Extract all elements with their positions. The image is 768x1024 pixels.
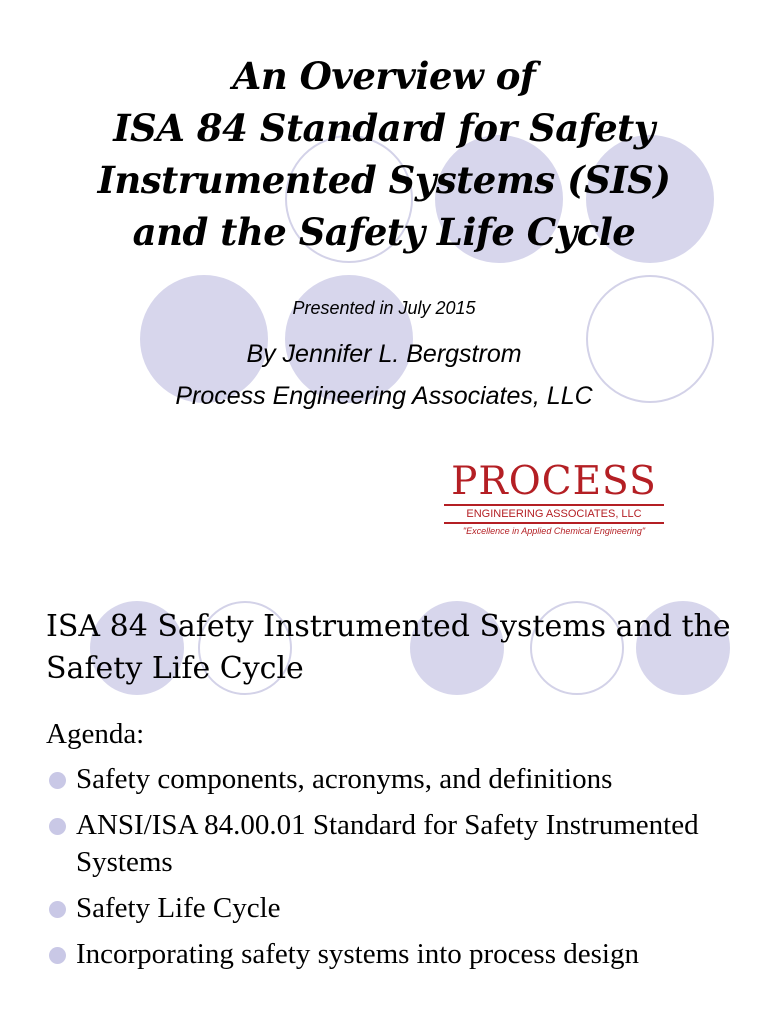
author-name: By Jennifer L. Bergstrom — [246, 340, 522, 368]
agenda-item — [46, 761, 746, 798]
agenda-item-text: Safety Life Cycle — [76, 892, 281, 924]
slide-2-title: ISA 84 Safety Instrumented Systems and the Safety Life Cycle — [46, 609, 731, 686]
company-name: Process Engineering Associates, LLC — [175, 382, 593, 410]
title-line: Instrumented Systems (SIS) — [97, 158, 671, 202]
bullet-icon — [49, 901, 66, 918]
agenda-item — [46, 890, 746, 927]
title-line: An Overview of — [232, 54, 536, 98]
bullet-icon — [49, 818, 66, 835]
slide-1-title — [0, 50, 768, 258]
logo-wordmark: PROCESS — [451, 459, 657, 504]
agenda-list — [46, 761, 746, 982]
bullet-icon — [49, 772, 66, 789]
logo-rule — [444, 504, 664, 506]
logo-tagline: "Excellence in Applied Chemical Engineering" — [462, 526, 646, 536]
logo-subtitle: ENGINEERING ASSOCIATES, LLC — [466, 508, 642, 520]
author-block — [0, 333, 768, 417]
logo-rule — [444, 522, 664, 524]
agenda-item — [46, 936, 746, 973]
slide-2 — [0, 576, 768, 1024]
title-line: ISA 84 Standard for Safety — [113, 106, 655, 150]
title-line: and the Safety Life Cycle — [132, 210, 636, 254]
agenda-item-text: Safety components, acronyms, and definitions — [76, 763, 613, 795]
bullet-icon — [49, 947, 66, 964]
company-logo — [444, 461, 664, 538]
agenda-item-text: ANSI/ISA 84.00.01 Standard for Safety Instrumented Systems — [76, 809, 699, 878]
presented-date: Presented in July 2015 — [292, 298, 476, 318]
agenda-item — [46, 807, 746, 881]
agenda-item-text: Incorporating safety systems into process design — [76, 938, 639, 970]
agenda-label: Agenda: — [46, 718, 145, 750]
